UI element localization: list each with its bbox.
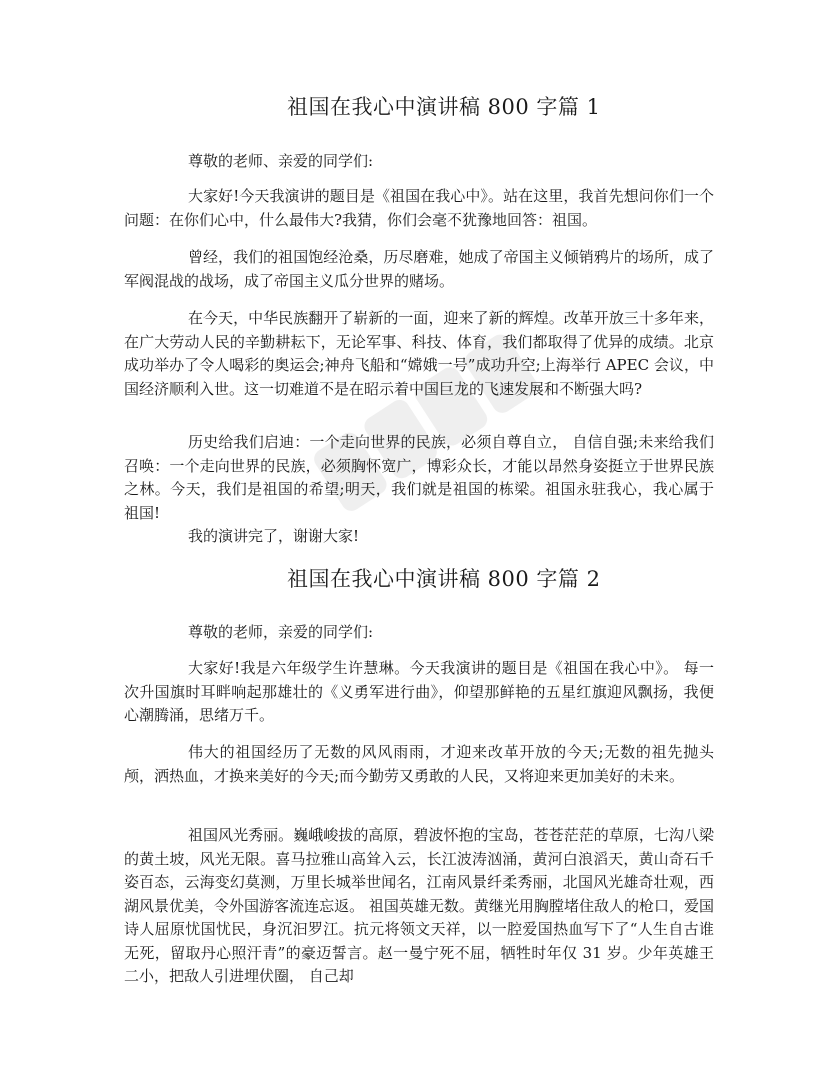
- section1-paragraph-3: 在今天，中华民族翻开了崭新的一面，迎来了新的辉煌。改革开放三十多年来，在广大劳动人民的辛勤耕耘下，无论军事、科技、体育，我们都取得了优异的成绩。北京成功举办了令人喝彩的奥运会;神舟飞船和“嫦娥一号”成功升空;上海举行 APEC 会议，中国经济顺利入世。这一切难道不是在昭示着中国巨龙的飞速发展和不断强大吗?: [124, 309, 714, 398]
- section1-title: 祖国在我心中演讲稿 800 字篇 1: [287, 95, 601, 119]
- section1-paragraph-4: 历史给我们启迪：一个走向世界的民族，必须自尊自立， 自信自强;未来给我们召唤：一个走向世界的民族，必须胸怀宽广，博彩众长，才能以昂然身姿挺立于世界民族之林。今天，我们是祖国的希望;明天，我们就是祖国的栋梁。祖国永驻我心，我心属于祖国!: [124, 433, 714, 522]
- section2-title: 祖国在我心中演讲稿 800 字篇 2: [287, 567, 601, 591]
- section1-paragraph-1: 大家好!今天我演讲的题目是《祖国在我心中》。站在这里，我首先想问你们一个问题：在你们心中，什么最伟大?我猜，你们会毫不犹豫地回答：祖国。: [124, 187, 714, 229]
- section1-paragraph-2: 曾经，我们的祖国饱经沧桑，历尽磨难，她成了帝国主义倾销鸦片的场所，成了军阀混战的战场，成了帝国主义瓜分世界的赌场。: [124, 248, 714, 290]
- section2-paragraph-2: 伟大的祖国经历了无数的风风雨雨，才迎来改革开放的今天;无数的祖先抛头颅，洒热血，才换来美好的今天;而今勤劳又勇敢的人民，又将迎来更加美好的未来。: [124, 743, 714, 785]
- section2-paragraph-3: 祖国风光秀丽。巍峨峻拔的高原，碧波怀抱的宝岛，苍苍茫茫的草原，七沟八梁的黄土坡，风光无限。喜马拉雅山高耸入云，长江波涛汹涌，黄河白浪滔天，黄山奇石千姿百态，云海变幻莫测，万里长城举世闻名，江南风景纤柔秀丽，北国风光雄奇壮观，西湖风景优美，令外国游客流连忘返。 祖国英雄无数。黄继光用胸膛堵住敌人的枪口，爱国诗人屈原忧国忧民，身沉汩罗江。抗元将领文天祥，以一腔爱国热血写下了“人生自古谁无死，留取丹心照汗青”的豪迈誓言。赵一曼宁死不屈，牺牲时年仅 31 岁。少年英雄王二小，把敌人引进埋伏圈， 自己却: [124, 826, 714, 985]
- section2-salutation: 尊敬的老师，亲爱的同学们:: [188, 623, 374, 641]
- section1-paragraph-5: 我的演讲完了，谢谢大家!: [188, 527, 360, 545]
- section1-salutation: 尊敬的老师、亲爱的同学们:: [188, 152, 374, 170]
- section2-paragraph-1: 大家好!我是六年级学生许慧琳。今天我演讲的题目是《祖国在我心中》。 每一次升国旗时耳畔响起那雄壮的《义勇军进行曲》，仰望那鲜艳的五星红旗迎风飘扬，我便心潮腾涌，思绪万千。: [124, 659, 714, 724]
